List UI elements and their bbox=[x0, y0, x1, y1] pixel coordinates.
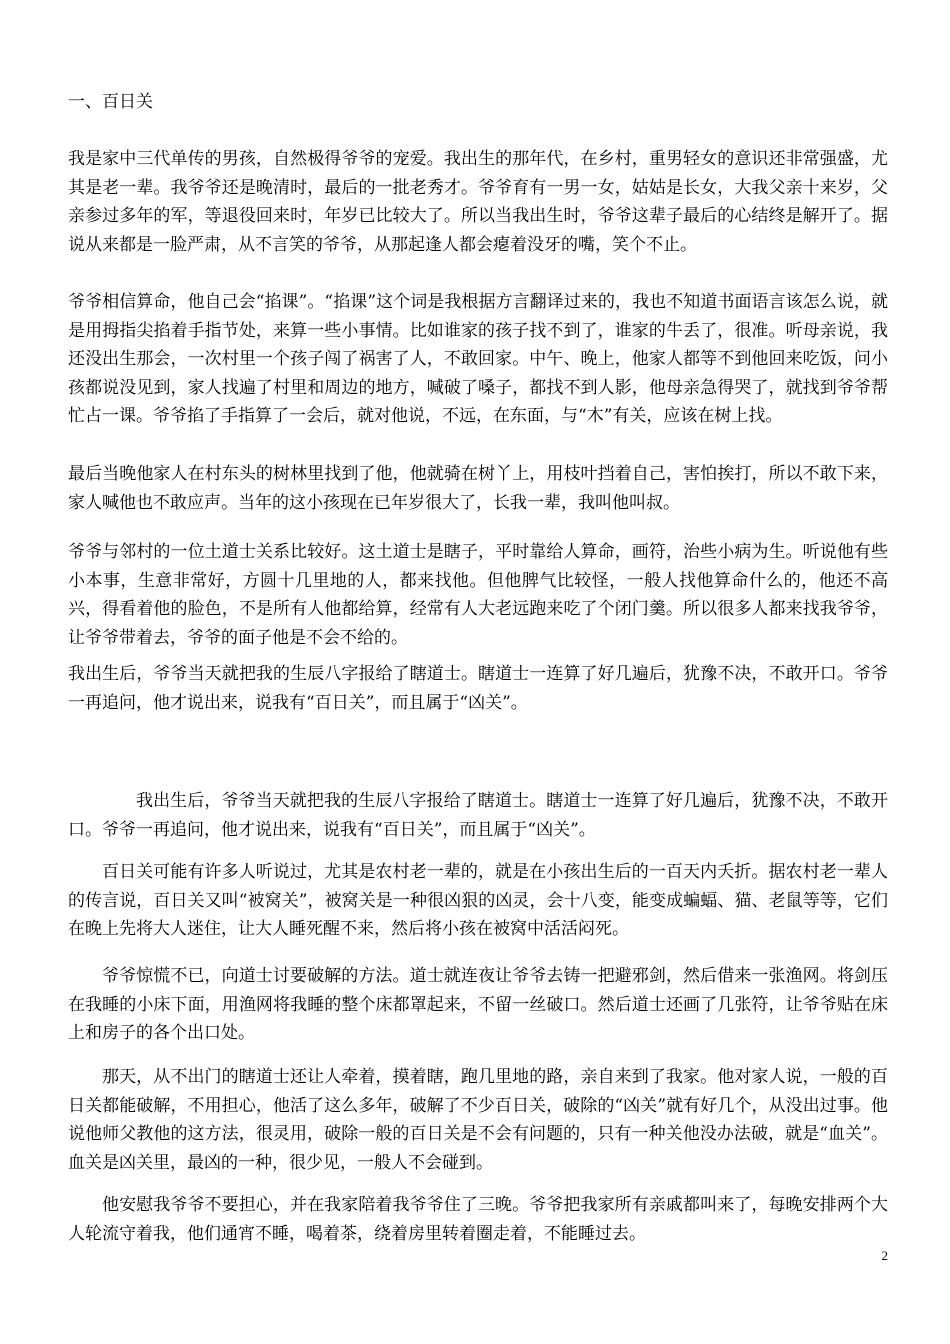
paragraph-taoist-visit: 那天，从不出门的瞎道士还让人牵着，摸着瞎，跑几里地的路，亲自来到了我家。他对家人说，一般的百日关都能破解，不用担心，他活了这么多年，破解了不少百日关，破除的“凶关”就有好几个，从没出过事。他说他师父教他的这方法，很灵用，破除一般的百日关是不会有问题的，只有一种关他没办法破，就是“血关”。血关是凶关里，最凶的一种，很少见，一般人不会碰到。 bbox=[68, 1067, 888, 1173]
paragraph-family: 我是家中三代单传的男孩，自然极得爷爷的宠爱。我出生的那年代，在乡村，重男轻女的意识还非常强盛，尤其是老一辈。我爷爷还是晚清时，最后的一批老秀才。爷爷育有一男一女，姑姑是长女，大我父亲十来岁，父亲参过多年的军，等退役回来时，年岁已比较大了。所以当我出生时，爷爷这辈子最后的心结终是解开了。据说从来都是一脸严肃，从不言笑的爷爷，从那起逢人都会瘪着没牙的嘴，笑个不止。 bbox=[68, 149, 888, 255]
paragraph-birth-reading-repeat: 我出生后，爷爷当天就把我的生辰八字报给了瞎道士。瞎道士一连算了好几遍后，犹豫不决，不敢开口。爷爷一再追问，他才说出来，说我有“百日关”，而且属于“凶关”。 bbox=[68, 791, 888, 840]
paragraph-fortune-telling: 爷爷相信算命，他自己会“掐课”。“掐课”这个词是我根据方言翻译过来的，我也不知道书面语言该怎么说，就是用拇指尖掐着手指节处，来算一些小事情。比如谁家的孩子找不到了，谁家的牛丢了，很准。听母亲说，我还没出生那会，一次村里一个孩子闯了祸害了人，不敢回家。中午、晚上，他家人都等不到他回来吃饭，问小孩都说没见到，家人找遍了村里和周边的地方，喊破了嗓子，都找不到人影，他母亲急得哭了，就找到爷爷帮忙占一课。爷爷掐了手指算了一会后，就对他说，不远，在东面，与“木”有关，应该在树上找。 bbox=[68, 292, 888, 427]
paragraph-taoist: 爷爷与邻村的一位土道士关系比较好。这土道士是瞎子，平时靠给人算命，画符，治些小病为生。听说他有些小本事，生意非常好，方圆十几里地的人，都来找他。但他脾气比较怪，一般人找他算命什么的，他还不高兴，得看着他的脸色，不是所有人他都给算，经常有人大老远跑来吃了个闭门羹。所以很多人都来找我爷爷，让爷爷带着去，爷爷的面子他是不会不给的。 bbox=[68, 542, 888, 648]
section-heading: 一、百日关 bbox=[68, 92, 153, 112]
paragraph-three-nights: 他安慰我爷爷不要担心，并在我家陪着我爷爷住了三晚。爷爷把我家所有亲戚都叫来了，每晚安排两个大人轮流守着我，他们通宵不睡，喝着茶，绕着房里转着圈走着，不能睡过去。 bbox=[68, 1195, 888, 1244]
page-number: 2 bbox=[881, 1248, 888, 1263]
paragraph-sword-and-net: 爷爷惊慌不已，向道士讨要破解的方法。道士就连夜让爷爷去铸一把避邪剑，然后借来一张渔网。将剑压在我睡的小床下面，用渔网将我睡的整个床都罩起来，不留一丝破口。然后道士还画了几张符，让爷爷贴在床上和房子的各个出口处。 bbox=[68, 966, 888, 1044]
paragraph-found-in-tree: 最后当晚他家人在村东头的树林里找到了他，他就骑在树丫上，用枝叶挡着自己，害怕挨打，所以不敢下来，家人喊他也不敢应声。当年的这小孩现在已年岁很大了，长我一辈，我叫他叫叔。 bbox=[68, 464, 888, 513]
paragraph-birth-reading: 我出生后，爷爷当天就把我的生辰八字报给了瞎道士。瞎道士一连算了好几遍后，犹豫不决，不敢开口。爷爷一再追问，他才说出来，说我有“百日关”，而且属于“凶关”。 bbox=[68, 664, 888, 713]
paragraph-hundred-day-pass: 百日关可能有许多人听说过，尤其是农村老一辈的，就是在小孩出生后的一百天内夭折。据农村老一辈人的传言说，百日关又叫“被窝关”，被窝关是一种很凶狠的凶灵，会十八变，能变成蝙蝠、猫、老鼠等等，它们在晚上先将大人迷住，让大人睡死醒不来，然后将小孩在被窝中活活闷死。 bbox=[68, 862, 888, 940]
